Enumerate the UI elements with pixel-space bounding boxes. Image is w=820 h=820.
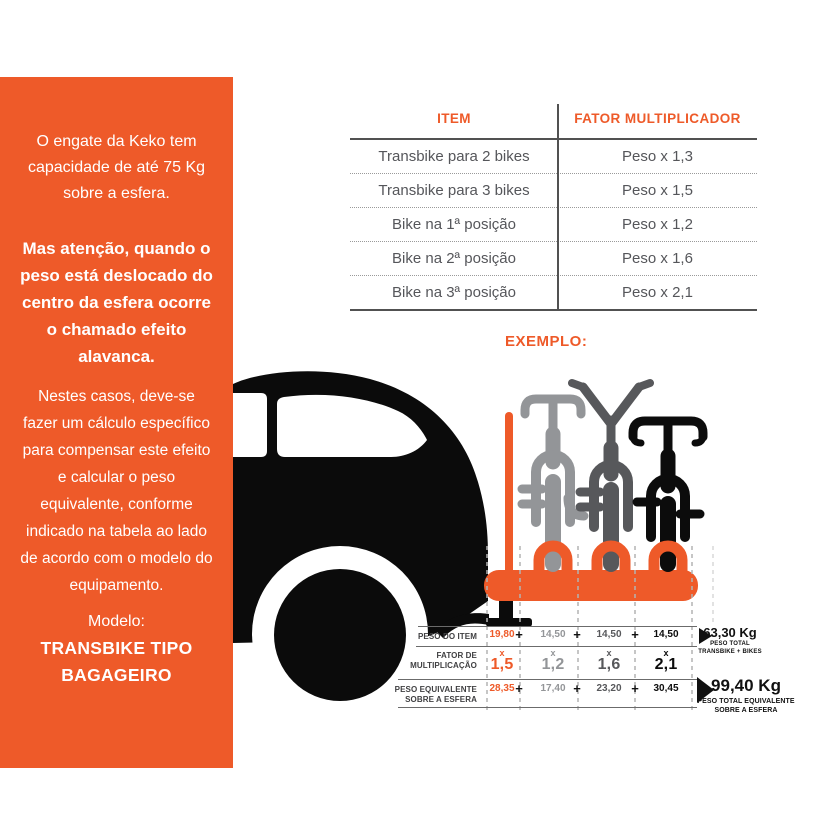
fator-value: 1,6 — [597, 656, 621, 673]
calc-line-mid2 — [398, 679, 697, 680]
calc-line-top — [418, 626, 697, 627]
fator-value: 1,2 — [541, 656, 565, 673]
x-mark: x — [663, 648, 669, 658]
explanation-text: Nestes casos, deve-se fazer um cálculo específico para compensar este efeito e calcular o peso equivalente, conforme indicado na tabela ao lado de acordo com o modelo do equipamento. — [20, 388, 213, 594]
peso-value: 14,50 — [653, 629, 679, 640]
item-cell: Bike na 1ª posição — [392, 216, 516, 233]
equiv-value: 23,20 — [596, 683, 622, 694]
bike-1-icon — [522, 399, 584, 564]
item-cell: Transbike para 3 bikes — [378, 182, 530, 199]
item-cell: Bike na 2ª posição — [392, 250, 516, 267]
calc-line-mid1 — [416, 646, 697, 647]
example-heading: EXEMPLO: — [505, 333, 588, 350]
warning-text: Mas atenção, quando o peso está deslocado do centro da esfera ocorre o chamado efeito alavanca. — [20, 239, 213, 366]
plus-sign: + — [631, 681, 639, 696]
fator-value: 2,1 — [654, 656, 678, 673]
calc-label-fator: FATOR DE MULTIPLICAÇÃO — [410, 651, 477, 670]
peso-value: 14,50 — [596, 629, 622, 640]
item-column-header: ITEM — [437, 110, 471, 126]
car-wheel-icon — [274, 569, 406, 701]
factor-column-header: FATOR MULTIPLICADOR — [574, 110, 741, 126]
factor-cell: Peso x 2,1 — [622, 284, 693, 301]
x-mark: x — [550, 648, 556, 658]
x-mark: x — [606, 648, 612, 658]
plus-sign: + — [515, 627, 523, 642]
peso-value: 14,50 — [540, 629, 566, 640]
x-mark: x — [499, 648, 505, 658]
model-name: TRANSBIKE TIPO BAGAGEIRO — [40, 638, 193, 685]
total-item-weight: 63,30 Kg PESO TOTAL TRANSBIKE + BIKES — [698, 625, 762, 655]
plus-sign: + — [573, 627, 581, 642]
plus-sign: + — [573, 681, 581, 696]
calc-label-peso: PESO DO ITEM — [418, 632, 477, 641]
capacity-text: O engate da Keko tem capacidade de até 75 Kg sobre a esfera. — [27, 133, 206, 202]
factor-cell: Peso x 1,2 — [622, 216, 693, 233]
plus-sign: + — [515, 681, 523, 696]
factor-cell: Peso x 1,6 — [622, 250, 693, 267]
car-front-window — [233, 393, 267, 457]
equiv-value: 17,40 — [540, 683, 566, 694]
equiv-value: 30,45 — [653, 683, 679, 694]
equiv-value: 28,35 — [489, 683, 515, 694]
fator-value: 1,5 — [490, 656, 514, 673]
factor-cell: Peso x 1,5 — [622, 182, 693, 199]
total-equivalent-weight: 99,40 Kg PESO TOTAL EQUIVALENTE SOBRE A ESFERA — [697, 676, 795, 714]
calc-line-bottom — [398, 707, 697, 708]
peso-value: 19,80 — [489, 629, 515, 640]
calc-label-equiv: PESO EQUIVALENTE SOBRE A ESFERA — [394, 685, 477, 704]
item-cell: Bike na 3ª posição — [392, 284, 516, 301]
factor-cell: Peso x 1,3 — [622, 148, 693, 165]
model-label: Modelo: — [88, 613, 145, 630]
plus-sign: + — [631, 627, 639, 642]
item-cell: Transbike para 2 bikes — [378, 148, 530, 165]
